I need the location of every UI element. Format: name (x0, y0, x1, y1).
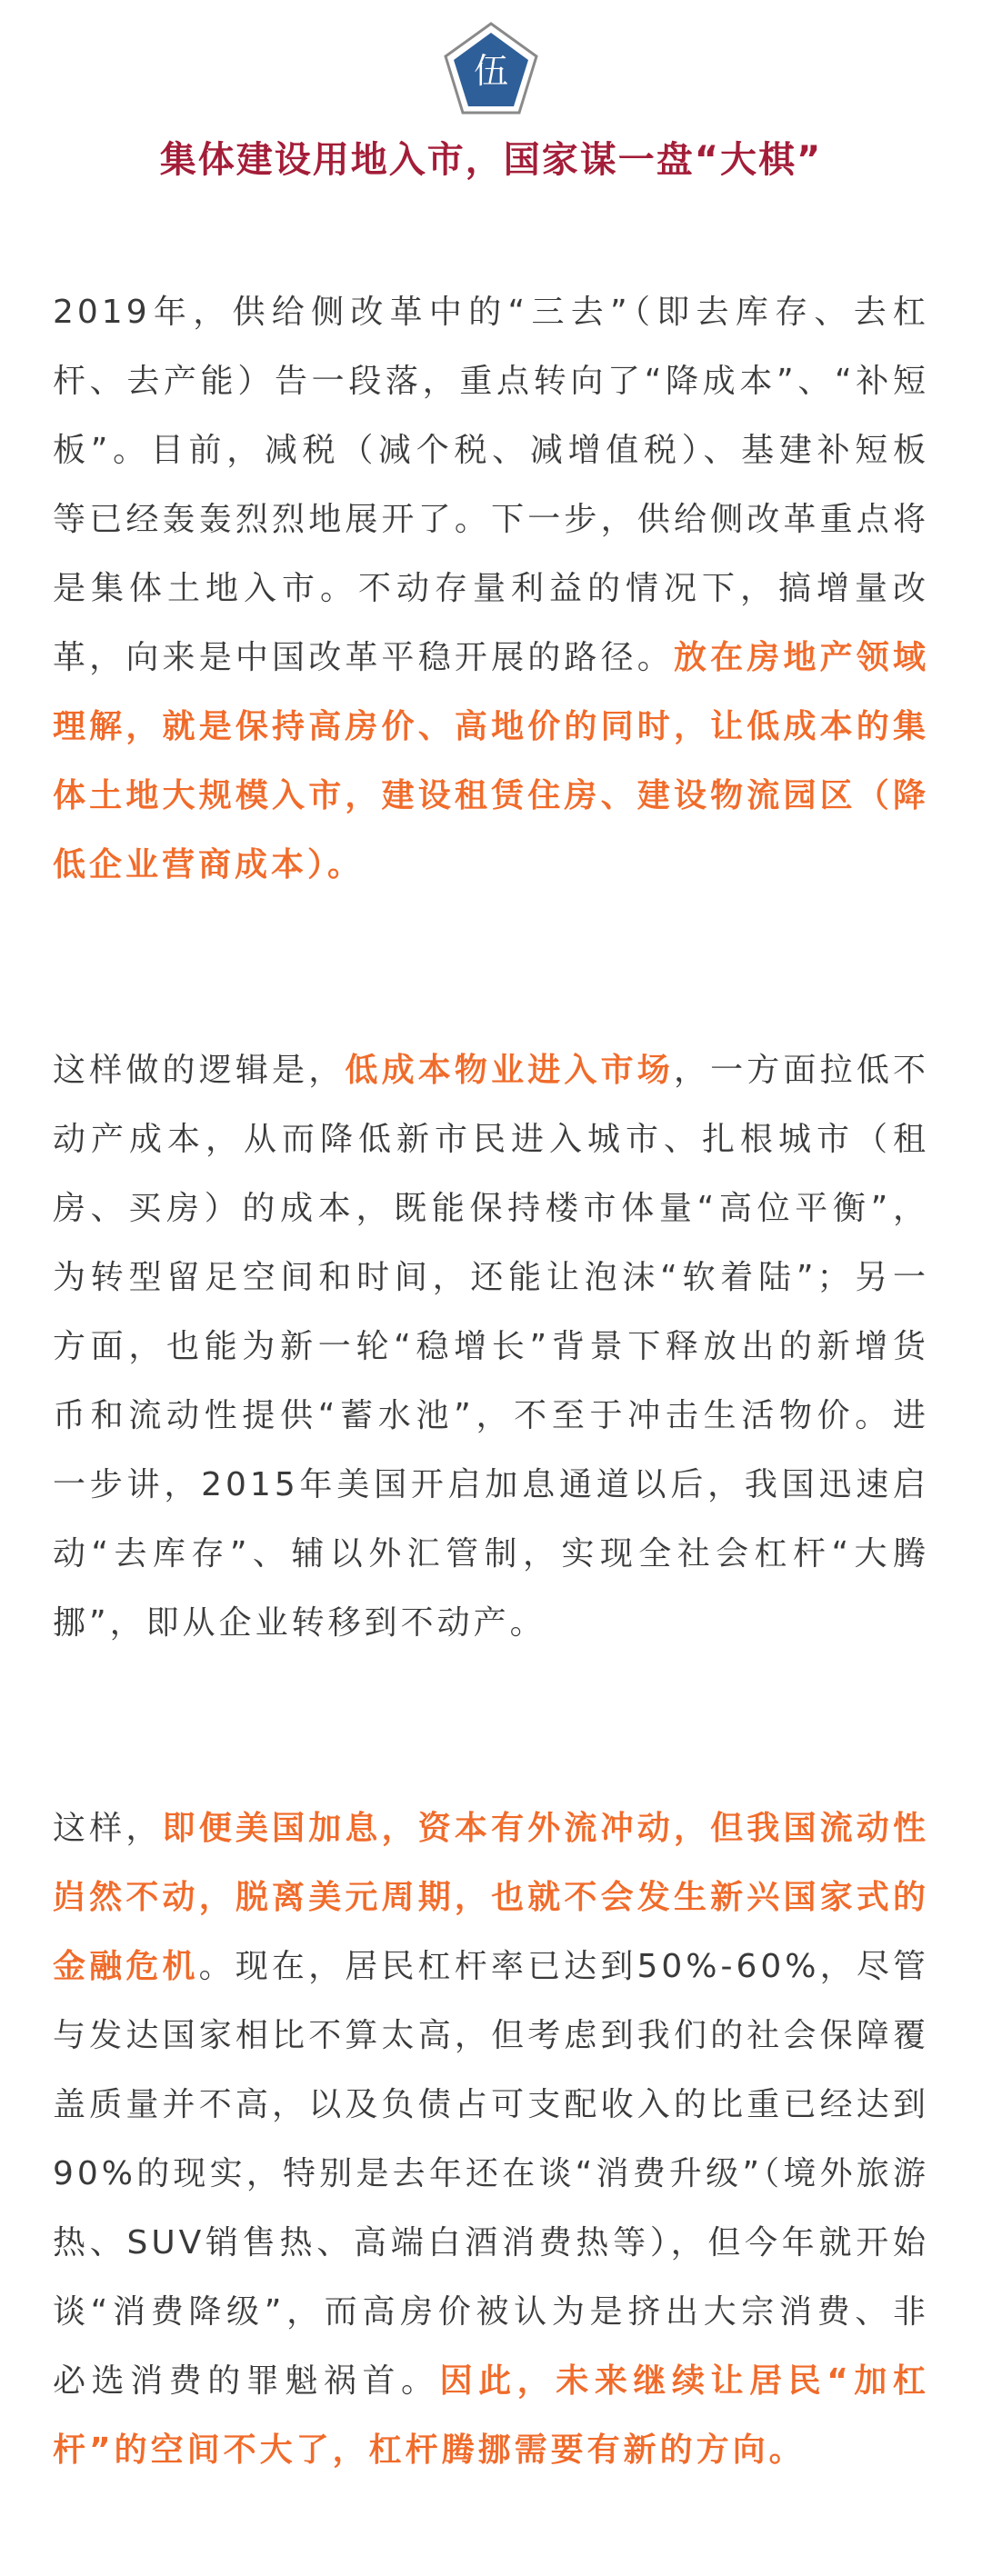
highlighted-text: 放在房地产领域理解，就是保持高房价、高地价的同时，让低成本的集体土地大规模入市，建设租赁住房、建设物流园区（降低企业营商成本）。 (53, 639, 929, 884)
paragraph-text: 这样做的逻辑是， (53, 1052, 346, 1089)
paragraph-1 (53, 278, 929, 900)
section-title: 集体建设用地入市，国家谋一盘“大棋” (159, 139, 823, 181)
paragraph-text: 2019年，供给侧改革中的“三去”（即去库存、去杠杆、去产能）告一段落，重点转向了“降成本”、“补短板”。目前，减税（减个税、减增值税）、基建补短板等已经轰轰烈烈地展开了。下一步，供给侧改革重点将是集体土地入市。不动存量利益的情况下，搞增量改革，向来是中国改革平稳开展的路径。 (53, 294, 929, 676)
highlighted-text: 因此，未来继续让居民“加杠杆”的空间不大了，杠杆腾挪需要有新的方向。 (53, 2362, 929, 2469)
paragraph-2 (53, 1036, 929, 1658)
highlighted-text: 低成本物业进入市场 (345, 1052, 674, 1089)
paragraph-text: 这样， (53, 1810, 163, 1847)
paragraph-text: 。现在，居民杠杆率已达到50%-60%，尽管与发达国家相比不算太高，但考虑到我们的社会保障覆盖质量并不高，以及负债占可支配收入的比重已经达到90%的现实，特别是去年还在谈“消费升级”（境外旅游热、SUV销售热、高端白酒消费热等），但今年就开始谈“消费降级”，而高房价被认为是挤出大宗消费、非必选消费的罪魁祸首。 (53, 1948, 929, 2400)
paragraph-text: ，一方面拉低不动产成本，从而降低新市民进入城市、扎根城市（租房、买房）的成本，既能保持楼市体量“高位平衡”，为转型留足空间和时间，还能让泡沫“软着陆”；另一方面，也能为新一轮“稳增长”背景下释放出的新增货币和流动性提供“蓄水池”，不至于冲击生活物价。进一步讲，2015年美国开启加息通道以后，我国迅速启动“去库存”、辅以外汇管制，实现全社会杠杆“大腾挪”，即从企业转移到不动产。 (53, 1052, 929, 1642)
section-number: 伍 (473, 51, 508, 91)
section-number-badge (442, 20, 540, 122)
highlighted-text: 即便美国加息，资本有外流冲动，但我国流动性岿然不动，脱离美元周期，也就不会发生新兴国家式的金融危机 (53, 1810, 929, 1985)
paragraph-3 (53, 1794, 929, 2485)
